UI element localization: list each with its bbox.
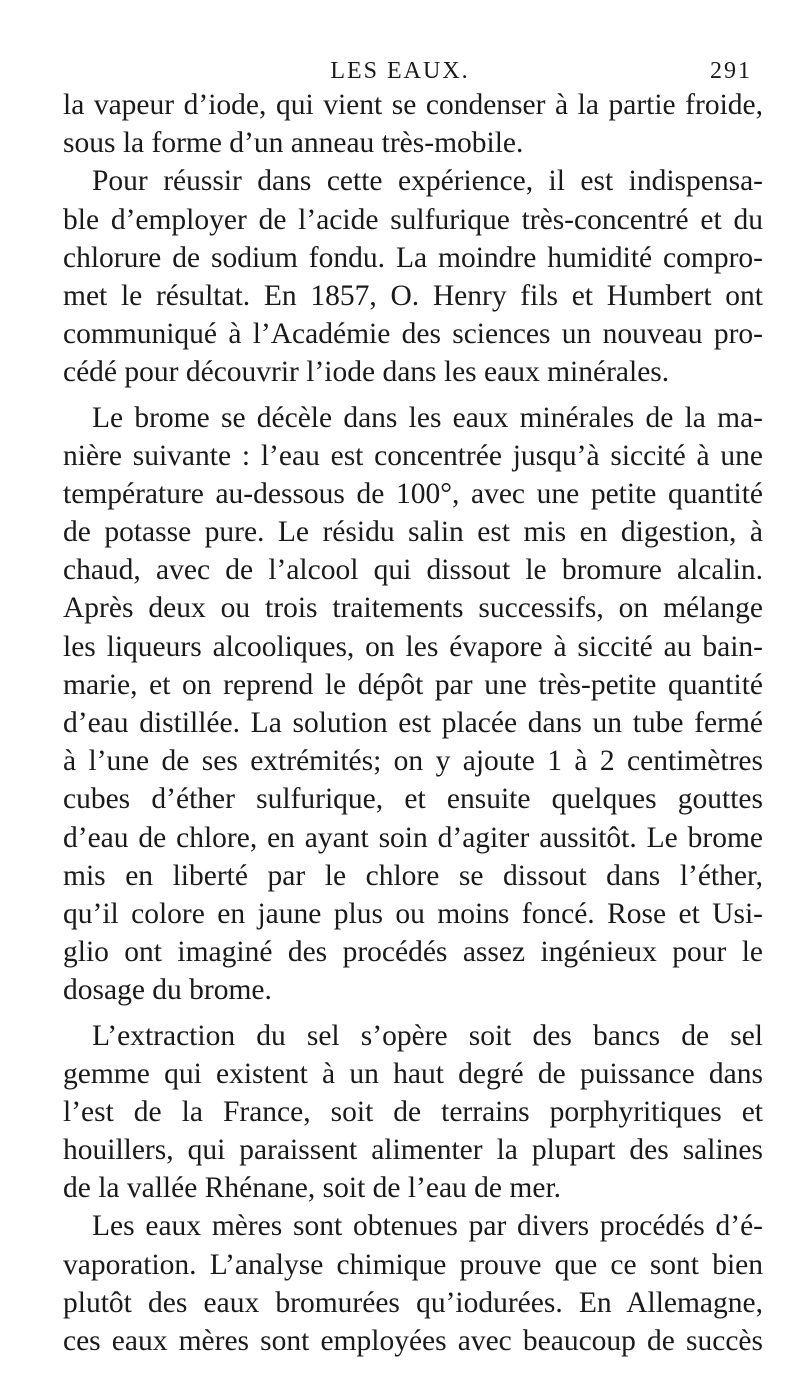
text-line: de la vallée Rhénane, soit de l’eau de mer. xyxy=(63,1172,562,1205)
text-line: à l’une de ses extrémités; on y ajoute 1 à 2 centimètres xyxy=(63,745,763,778)
text-line: l’est de la France, soit de terrains porphyritiques et xyxy=(63,1095,763,1128)
text-line: met le résultat. En 1857, O. Henry fils et Humbert ont xyxy=(63,279,763,312)
text-line: L’extraction du sel s’opère soit des bancs de sel xyxy=(92,1019,763,1052)
text-line: ces eaux mères sont employées avec beaucoup de succès xyxy=(63,1325,763,1357)
paragraph-gap xyxy=(63,392,763,399)
text-line: glio ont imaginé des procédés assez ingénieux pour le xyxy=(63,936,763,969)
text-line: vaporation. L’analyse chimique prouve que ce sont bien xyxy=(63,1248,763,1281)
text-line: houillers, qui paraissent alimenter la plupart des salines xyxy=(63,1134,763,1167)
text-line: dosage du brome. xyxy=(63,974,272,1007)
text-line: plutôt des eaux bromurées qu’iodurées. En Allemagne, xyxy=(63,1286,763,1319)
text-line: les liqueurs alcooliques, on les évapore à siccité au bain- xyxy=(63,630,763,663)
text-line: sous la forme d’un anneau très-mobile. xyxy=(63,127,524,160)
text-line: Après deux ou trois traitements successifs, on mélange xyxy=(63,592,763,625)
text-line: ble d’employer de l’acide sulfurique très-concentré et du xyxy=(63,203,763,236)
text-line: cubes d’éther sulfurique, et ensuite quelques gouttes xyxy=(63,783,763,816)
text-line: nière suivante : l’eau est concentrée jusqu’à siccité à une xyxy=(63,439,763,472)
text-line: température au-dessous de 100°, avec une petite quantité xyxy=(63,477,763,510)
text-line: chaud, avec de l’alcool qui dissout le bromure alcalin. xyxy=(63,554,763,587)
text-line: de potasse pure. Le résidu salin est mis en digestion, à xyxy=(63,516,763,549)
text-line: d’eau distillée. La solution est placée dans un tube fermé xyxy=(63,707,763,739)
text-line: Le brome se décèle dans les eaux minérales de la ma- xyxy=(92,401,763,434)
running-title: LES EAUX. xyxy=(330,58,470,84)
text-line: la vapeur d’iode, qui vient se condenser à la partie froide, xyxy=(63,89,763,121)
page-number: 291 xyxy=(710,58,752,84)
text-line: gemme qui existent à un haut degré de puissance dans xyxy=(63,1057,763,1090)
text-line: chlorure de sodium fondu. La moindre humidité compro- xyxy=(63,241,763,274)
text-line: communiqué à l’Académie des sciences un nouveau pro- xyxy=(63,318,763,351)
paragraph-gap xyxy=(63,1010,763,1017)
text-line: d’eau de chlore, en ayant soin d’agiter aussitôt. Le brome xyxy=(63,821,763,854)
text-line: cédé pour découvrir l’iode dans les eaux minérales. xyxy=(63,356,670,389)
text-line: Pour réussir dans cette expérience, il est indispensa- xyxy=(92,165,763,198)
text-line: mis en liberté par le chlore se dissout dans l’éther, xyxy=(63,859,763,892)
text-line: marie, et on reprend le dépôt par une très-petite quantité xyxy=(63,668,763,701)
text-line: Les eaux mères sont obtenues par divers procédés d’é- xyxy=(92,1210,763,1243)
text-line: qu’il colore en jaune plus ou moins foncé. Rose et Usi- xyxy=(63,897,763,930)
text-body xyxy=(63,86,763,1360)
